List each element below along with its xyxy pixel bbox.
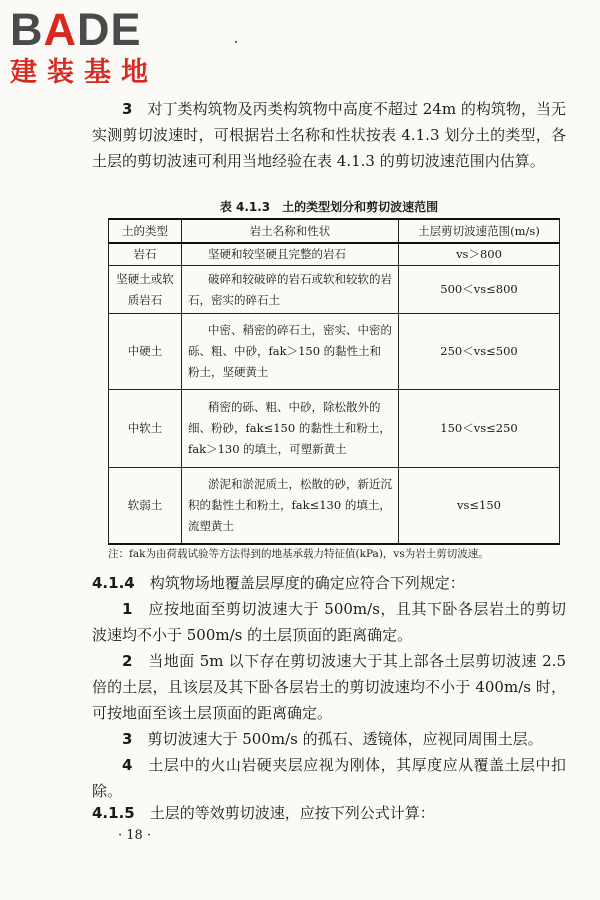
table-row [109,243,560,266]
logo-subtitle: 建装基地 [10,57,158,88]
page-number: · 18 · [118,828,152,843]
soil-description-cell: 稍密的砾、粗、中砂，除松散外的细、粉砂，fak≤150 的黏性土和粉土，fak＞130 的填土，可塑新黄土 [182,390,399,468]
logo-wordmark: BADE [10,4,142,55]
speck [235,41,237,43]
soil-description-cell: 淤泥和淤泥质土，松散的砂，新近沉积的黏性土和粉土，fak≤130 的填土，流塑黄土 [182,468,399,544]
table-note: 注：fak为由荷载试验等方法得到的地基承载力特征值(kPa)，vs为岩土剪切波速。 [108,548,489,560]
soil-type-cell: 软弱土 [109,468,182,544]
soil-type-cell: 中硬土 [109,314,182,390]
header-cell: 土层剪切波速范围(m/s) [399,219,560,243]
soil-type-cell: 岩石 [109,243,182,266]
clause-4-1-4-item-1: 1 应按地面至剪切波速大于 500m/s，且其下卧各层岩土的剪切波速均不小于 500m/s 的土层顶面的距离确定。 [92,600,566,644]
intro-paragraph: 3 对丁类构筑物及丙类构筑物中高度不超过 24m 的构筑物，当无实测剪切波速时，可根据岩土名称和性状按表 4.1.3 划分土的类型，各土层的剪切波速可利用当地经验在表 4.1.3 的剪切波速范围内估算。 [92,100,566,170]
velocity-range-cell: 250＜vs≤500 [399,314,560,390]
table-header-row [109,219,560,243]
bade-logo [10,6,180,90]
clause-4-1-4-item-4: 4 土层中的火山岩硬夹层应视为刚体，其厚度应从覆盖土层中扣除。 [92,756,566,800]
velocity-range-cell: vs≤150 [399,468,560,544]
velocity-range-cell: vs＞800 [399,243,560,266]
soil-description-cell: 坚硬和较坚硬且完整的岩石 [182,243,399,266]
table-row [109,390,560,468]
velocity-range-cell: 500＜vs≤800 [399,266,560,314]
soil-type-cell: 中软土 [109,390,182,468]
header-cell: 土的类型 [109,219,182,243]
clause-4-1-4-item-2: 2 当地面 5m 以下存在剪切波速大于其上部各土层剪切波速 2.5 倍的土层，且该层及其下卧各层岩土的剪切波速均不小于 400m/s 时，可按地面至该土层顶面的距离确定。 [92,652,566,722]
table-caption: 表 4.1.3 土的类型划分和剪切波速范围 [219,200,439,214]
table-row [109,314,560,390]
table-row [109,468,560,544]
table-row [109,266,560,314]
clause-4-1-4-item-3: 3 剪切波速大于 500m/s 的孤石、透镜体，应视同周围土层。 [122,730,543,748]
velocity-range-cell: 150＜vs≤250 [399,390,560,468]
header-cell: 岩土名称和性状 [182,219,399,243]
soil-type-table [108,218,560,545]
soil-description-cell: 破碎和较破碎的岩石或软和较软的岩石，密实的碎石土 [182,266,399,314]
clause-4-1-4-heading: 4.1.4 构筑物场地覆盖层厚度的确定应符合下列规定： [92,574,465,592]
clause-4-1-5-heading: 4.1.5 土层的等效剪切波速，应按下列公式计算： [92,804,435,822]
soil-description-cell: 中密、稍密的碎石土，密实、中密的砾、粗、中砂，fak＞150 的黏性土和粉土，坚硬黄土 [182,314,399,390]
soil-type-cell: 坚硬土或软质岩石 [109,266,182,314]
